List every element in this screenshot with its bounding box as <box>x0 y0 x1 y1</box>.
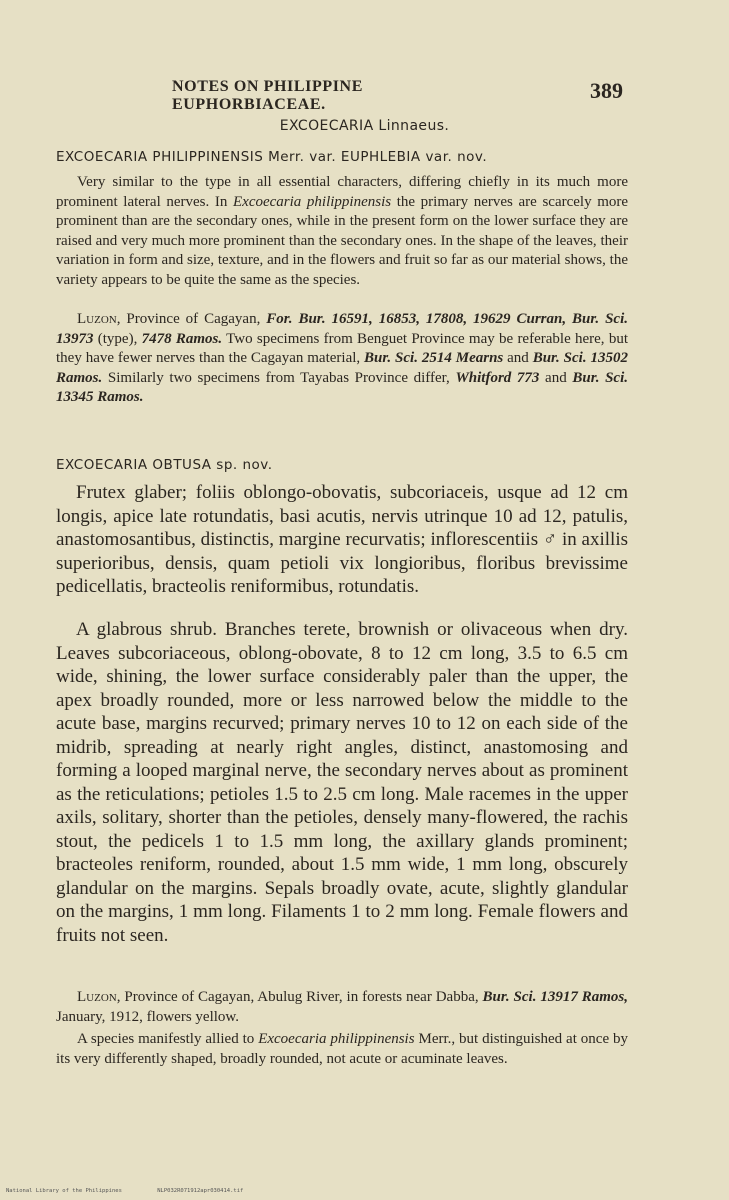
species2-note <box>56 1030 628 1069</box>
specimen-citation: Bur. Sci. 13345 Ramos. <box>56 369 628 405</box>
specimen-citation: Bur. Sci. 13502 Ramos. <box>56 350 628 386</box>
locality: Luzon <box>77 311 117 327</box>
scan-footer <box>6 1188 726 1194</box>
species1-section <box>56 149 628 165</box>
species1-specimens-block <box>56 310 628 408</box>
specimen-text: (type), <box>93 330 142 347</box>
specimen-text: and <box>539 369 573 386</box>
specimen-text: and <box>503 350 533 366</box>
description-text: Very similar to the type in all essential characters, differing chiefly in its much more prominent lateral nerves. In <box>56 174 628 210</box>
species1-specimens <box>56 310 628 408</box>
specimen-text: , Province of Cagayan, <box>116 311 267 327</box>
page-number: 389 <box>590 78 623 103</box>
genus-heading: EXCOECARIA Linnaeus. <box>279 118 450 134</box>
english-description-block <box>56 618 628 947</box>
running-head: NOTES ON PHILIPPINE EUPHORBIACEAE. <box>172 78 363 113</box>
note-text: Merr., but distinguished at once by its very differently shaped, broadly rounded, not acute or acuminate leaves. <box>56 1031 629 1067</box>
taxon-name: Excoecaria philippinensis <box>233 193 392 210</box>
latin-diagnosis-block <box>56 481 628 599</box>
species2-heading: EXCOECARIA OBTUSA sp. nov. <box>56 457 273 473</box>
latin-diagnosis: Frutex glaber; foliis oblongo-obovatis, subcoriaceis, usque ad 12 cm longis, apice late rotundatis, basi acutis, nervis utrinque 10 ad 12, patulis, anastomosantibus, distinctis, margine recurvatis; inflorescentiis ♂ in axillis superioribus, densis, quam petioli vix longioribus, floribus brevissime pedicellatis, bracteolis reniformibus, rotundatis. <box>56 482 628 597</box>
species2-note-block <box>56 1030 628 1069</box>
species2-specimen <box>56 988 628 1027</box>
taxon-name: Excoecaria philippinensis <box>258 1031 415 1047</box>
specimen-text: , Province of Cagayan, Abulug River, in forests near Dabba, <box>116 989 483 1005</box>
note-text: A species manifestly allied to <box>77 1031 259 1047</box>
english-description: A glabrous shrub. Branches terete, brownish or olivaceous when dry. Leaves subcoriaceous, oblong-obovate, 8 to 12 cm long, 3.5 to 6.5 cm wide, shining, the lower surface considerably paler than the upper, the apex broadly rounded, more or less narrowed below the middle to the acute base, margins recurved; primary nerves 10 to 12 on each side of the midrib, spreading at nearly right angles, distinct, anastomosing and forming a looped marginal nerve, the secondary nerves about as prominent as the reticulations; petioles 1.5 to 2.5 cm long. Male racemes in the upper axils, solitary, shorter than the petioles, densely many-flowered, the rachis stout, the pedicels 1 to 1.5 mm long, the axillary glands prominent; bracteoles reniform, rounded, about 1.5 mm wide, 1 mm long, obscurely glandular on the margins. Sepals broadly ovate, acute, slightly glandular on the margins, 1 mm long. Filaments 1 to 2 mm long. Female flowers and fruits not seen. <box>56 619 628 946</box>
species1-heading: EXCOECARIA PHILIPPINENSIS Merr. var. EUPHLEBIA var. nov. <box>56 149 488 165</box>
species2-specimen-block <box>56 988 628 1027</box>
species1-description <box>56 173 628 290</box>
specimen-citation: 7478 Ramos. <box>141 330 223 347</box>
description-text: the primary nerves are scarcely more prominent than are the secondary ones, while in the present form on the lower surface they are raised and very much more prominent than the secondary ones. In the shape of the leaves, their variation in form and size, texture, and in the flowers and fruit so far as our material shows, the variety appears to be quite the same as the species. <box>56 193 629 288</box>
species1-description-block <box>56 173 628 290</box>
species2-section <box>56 457 628 473</box>
footer-file: NLP032R071912apr030414.tif <box>157 1188 244 1194</box>
specimen-text: Two specimens from Benguet Province may be referable here, but they have fewer nerves than the Cagayan material, <box>56 330 628 366</box>
specimen-text: Similarly two specimens from Tayabas Province differ, <box>102 369 456 386</box>
specimen-citation: Bur. Sci. 2514 Mearns <box>364 350 504 366</box>
specimen-citation: Bur. Sci. 13917 Ramos, <box>482 989 628 1005</box>
specimen-citation: Whitford 773 <box>455 369 540 386</box>
specimen-text: January, 1912, flowers yellow. <box>56 1008 240 1025</box>
locality: Luzon <box>77 989 117 1005</box>
specimen-citation: For. Bur. 16591, 16853, 17808, 19629 Curran, Bur. Sci. 13973 <box>56 311 629 347</box>
footer-library: National Library of the Philippines <box>6 1188 122 1194</box>
